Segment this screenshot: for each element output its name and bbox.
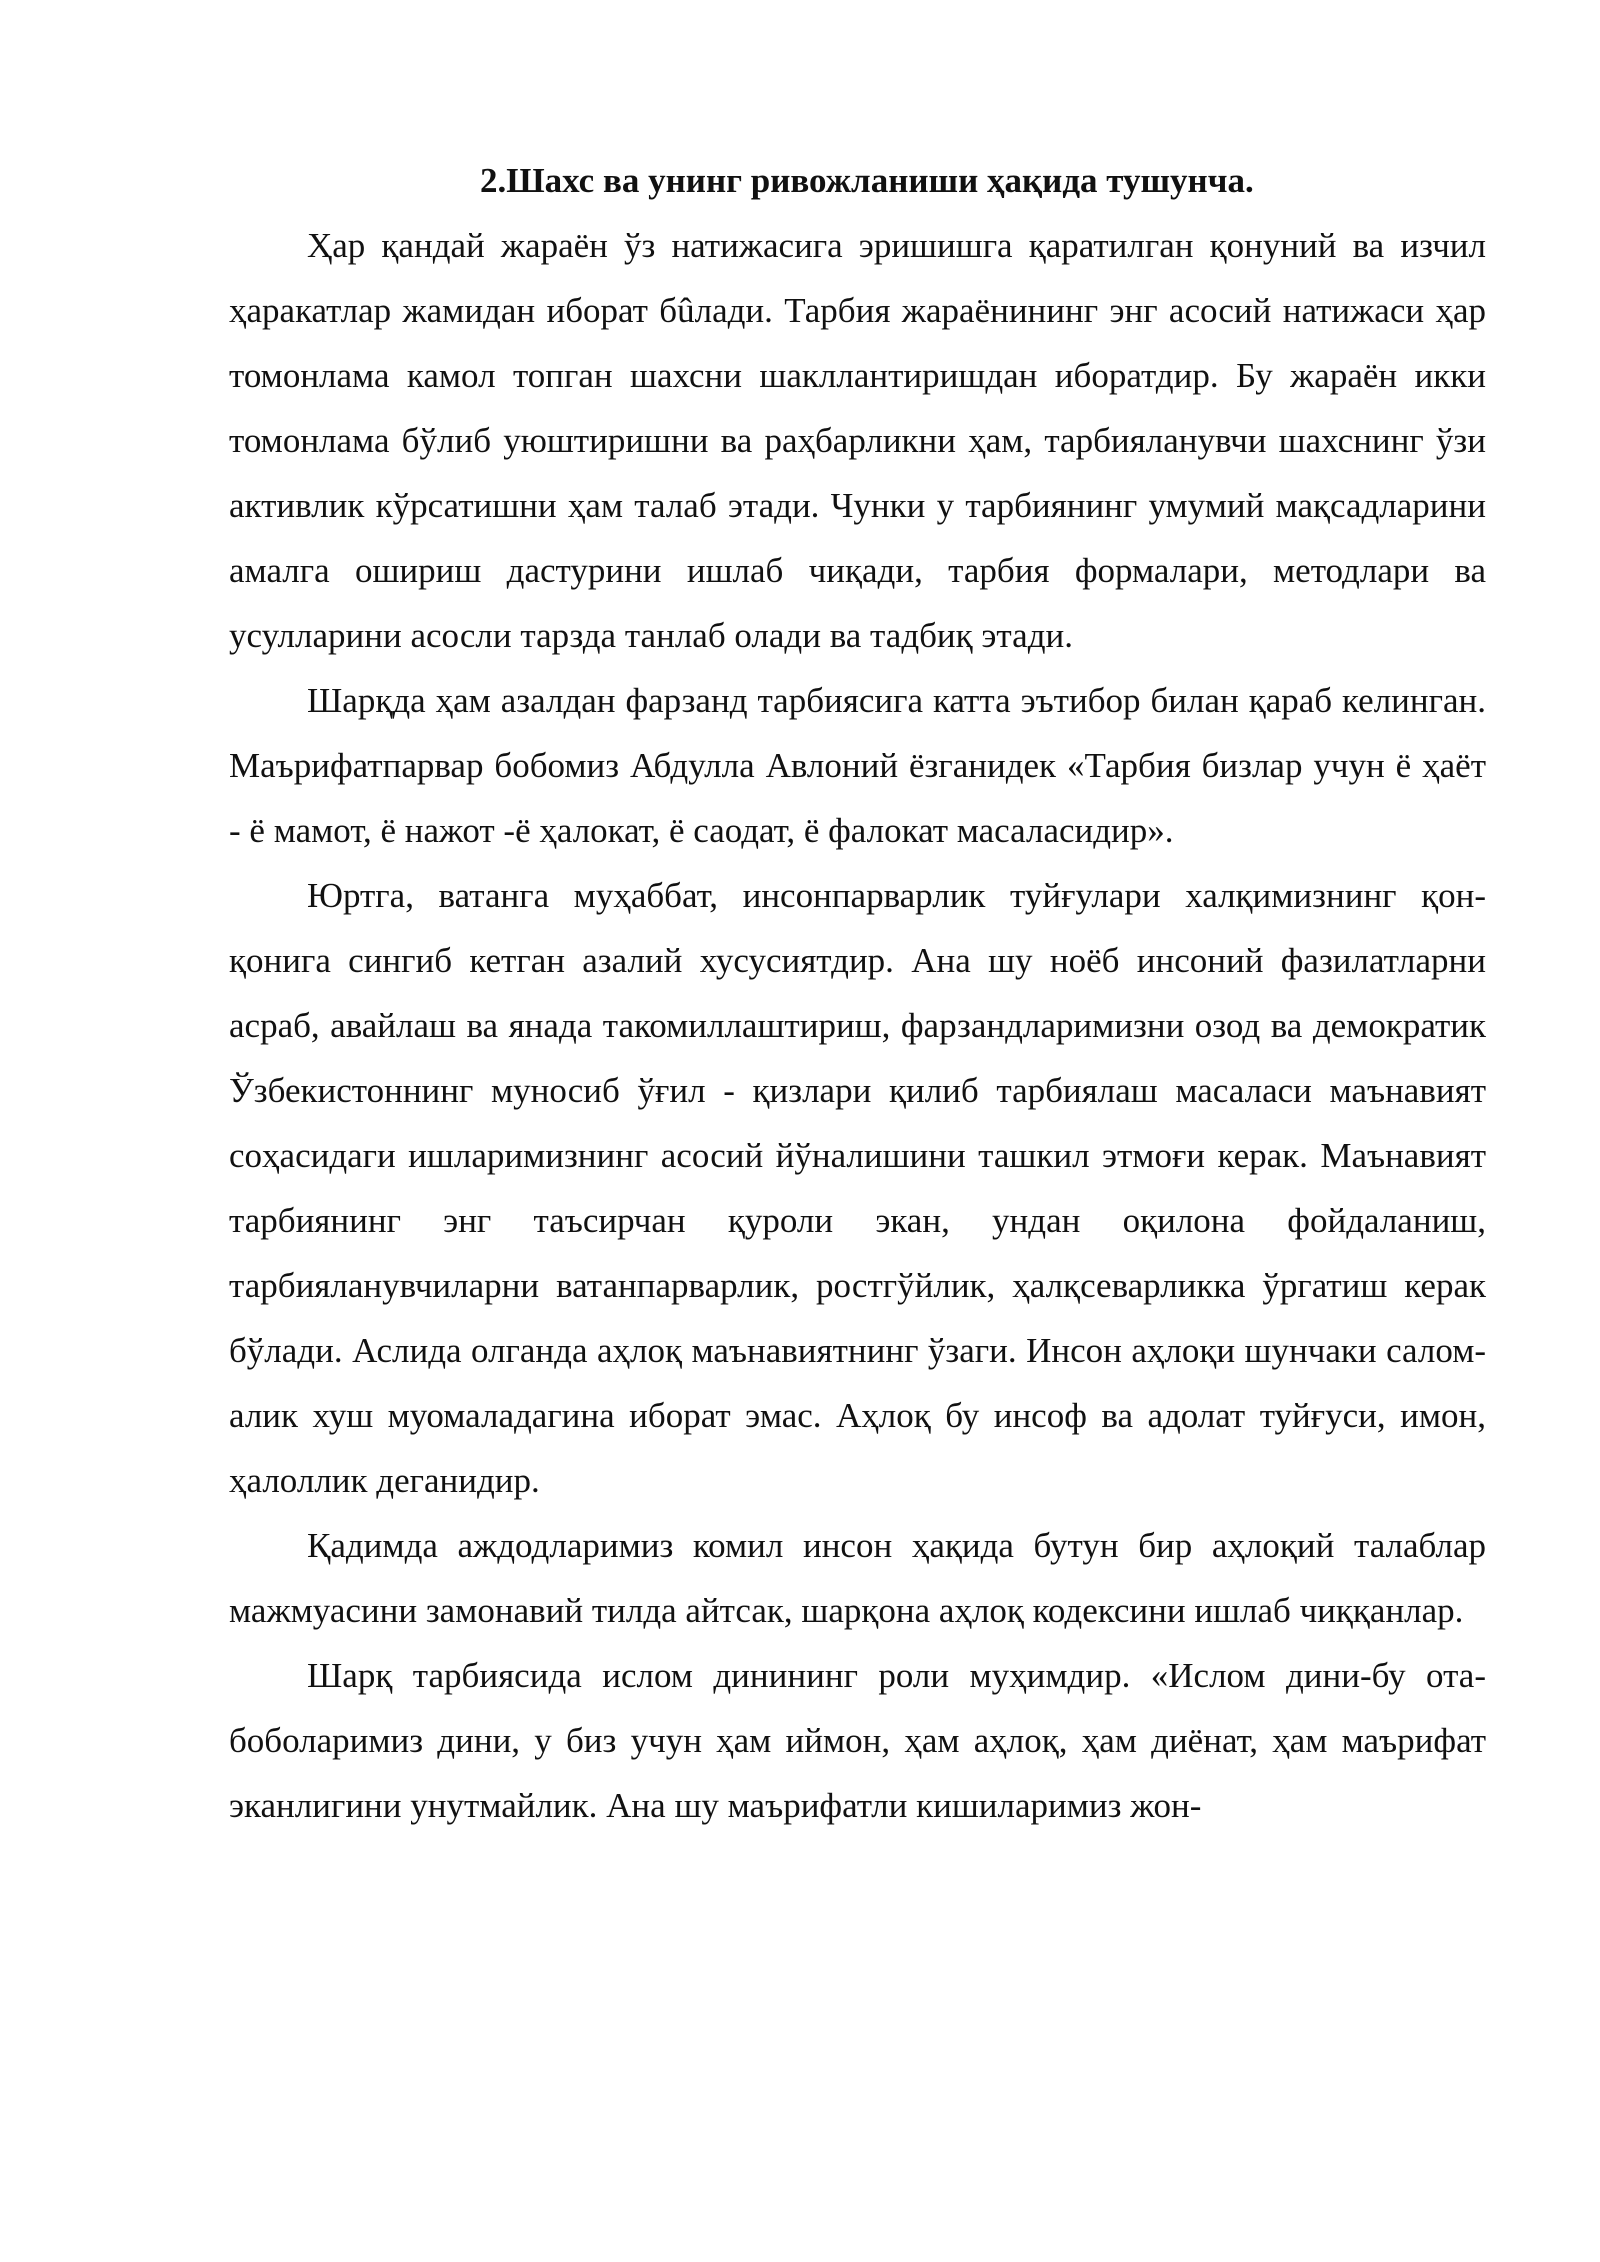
paragraph-2: Шарқда ҳам азалдан фарзанд тарбиясига катта эътибор билан қараб келинган. Маърифатпарвар бобомиз Абдулла Авлоний ёзганидек «Тарбия бизлар учун ё ҳаёт - ё мамот, ё нажот -ё ҳалокат, ё саодат, ё фалокат масаласидир».	[229, 681, 1486, 850]
paragraph-5: Шарқ тарбиясида ислом динининг роли муҳимдир. «Ислом дини-бу ота-боболаримиз дини, у биз учун ҳам иймон, ҳам аҳлоқ, ҳам диёнат, ҳам маърифат эканлигини унутмайлик. Ана шу маърифатли кишиларимиз жон-	[229, 1656, 1486, 1825]
paragraph-4: Қадимда аждодларимиз комил инсон ҳақида бутун бир аҳлоқий талаблар мажмуасини замонавий тилда айтсак, шарқона аҳлоқ кодексини ишлаб чиққанлар.	[229, 1526, 1486, 1630]
document-body	[229, 148, 1486, 1838]
paragraph-3: Юртга, ватанга муҳаббат, инсонпарварлик туйғулари халқимизнинг қон-қонига сингиб кетган азалий хусусиятдир. Ана шу ноёб инсоний фазилатларни асраб, авайлаш ва янада такомиллаштириш, фарзандларимизни озод ва демократик Ўзбекистоннинг муносиб ўғил - қизлари қилиб тарбиялаш масаласи маънавият соҳасидаги ишларимизнинг асосий йўналишини ташкил этмоғи керак. Маънавият тарбиянинг энг таъсирчан қуроли экан, ундан оқилона фойдаланиш, тарбияланувчиларни ватанпарварлик, ростгўйлик, ҳалқсеварликка ўргатиш керак бўлади. Аслида олганда аҳлоқ маънавиятнинг ўзаги. Инсон аҳлоқи шунчаки салом-алик хуш муомаладагина иборат эмас. Аҳлоқ бу инсоф ва адолат туйғуси, имон, ҳалоллик деганидир.	[229, 876, 1486, 1500]
section-heading: 2.Шахс ва унинг ривожланиши ҳақида тушунча.	[480, 161, 1254, 200]
paragraph-1: Ҳар қандай жараён ўз натижасига эришишга қаратилган қонуний ва изчил ҳаракатлар жамидан иборат бûлади. Тарбия жараёнининг энг асосий натижаси ҳар томонлама камол топган шахсни шакллантиришдан иборатдир. Бу жараён икки томонлама бўлиб уюштиришни ва раҳбарликни ҳам, тарбияланувчи шахснинг ўзи активлик кўрсатишни ҳам талаб этади. Чунки у тарбиянинг умумий мақсадларини амалга ошириш дастурини ишлаб чиқади, тарбия формалари, методлари ва усулларини асосли тарзда танлаб олади ва тадбиқ этади.	[229, 226, 1486, 655]
